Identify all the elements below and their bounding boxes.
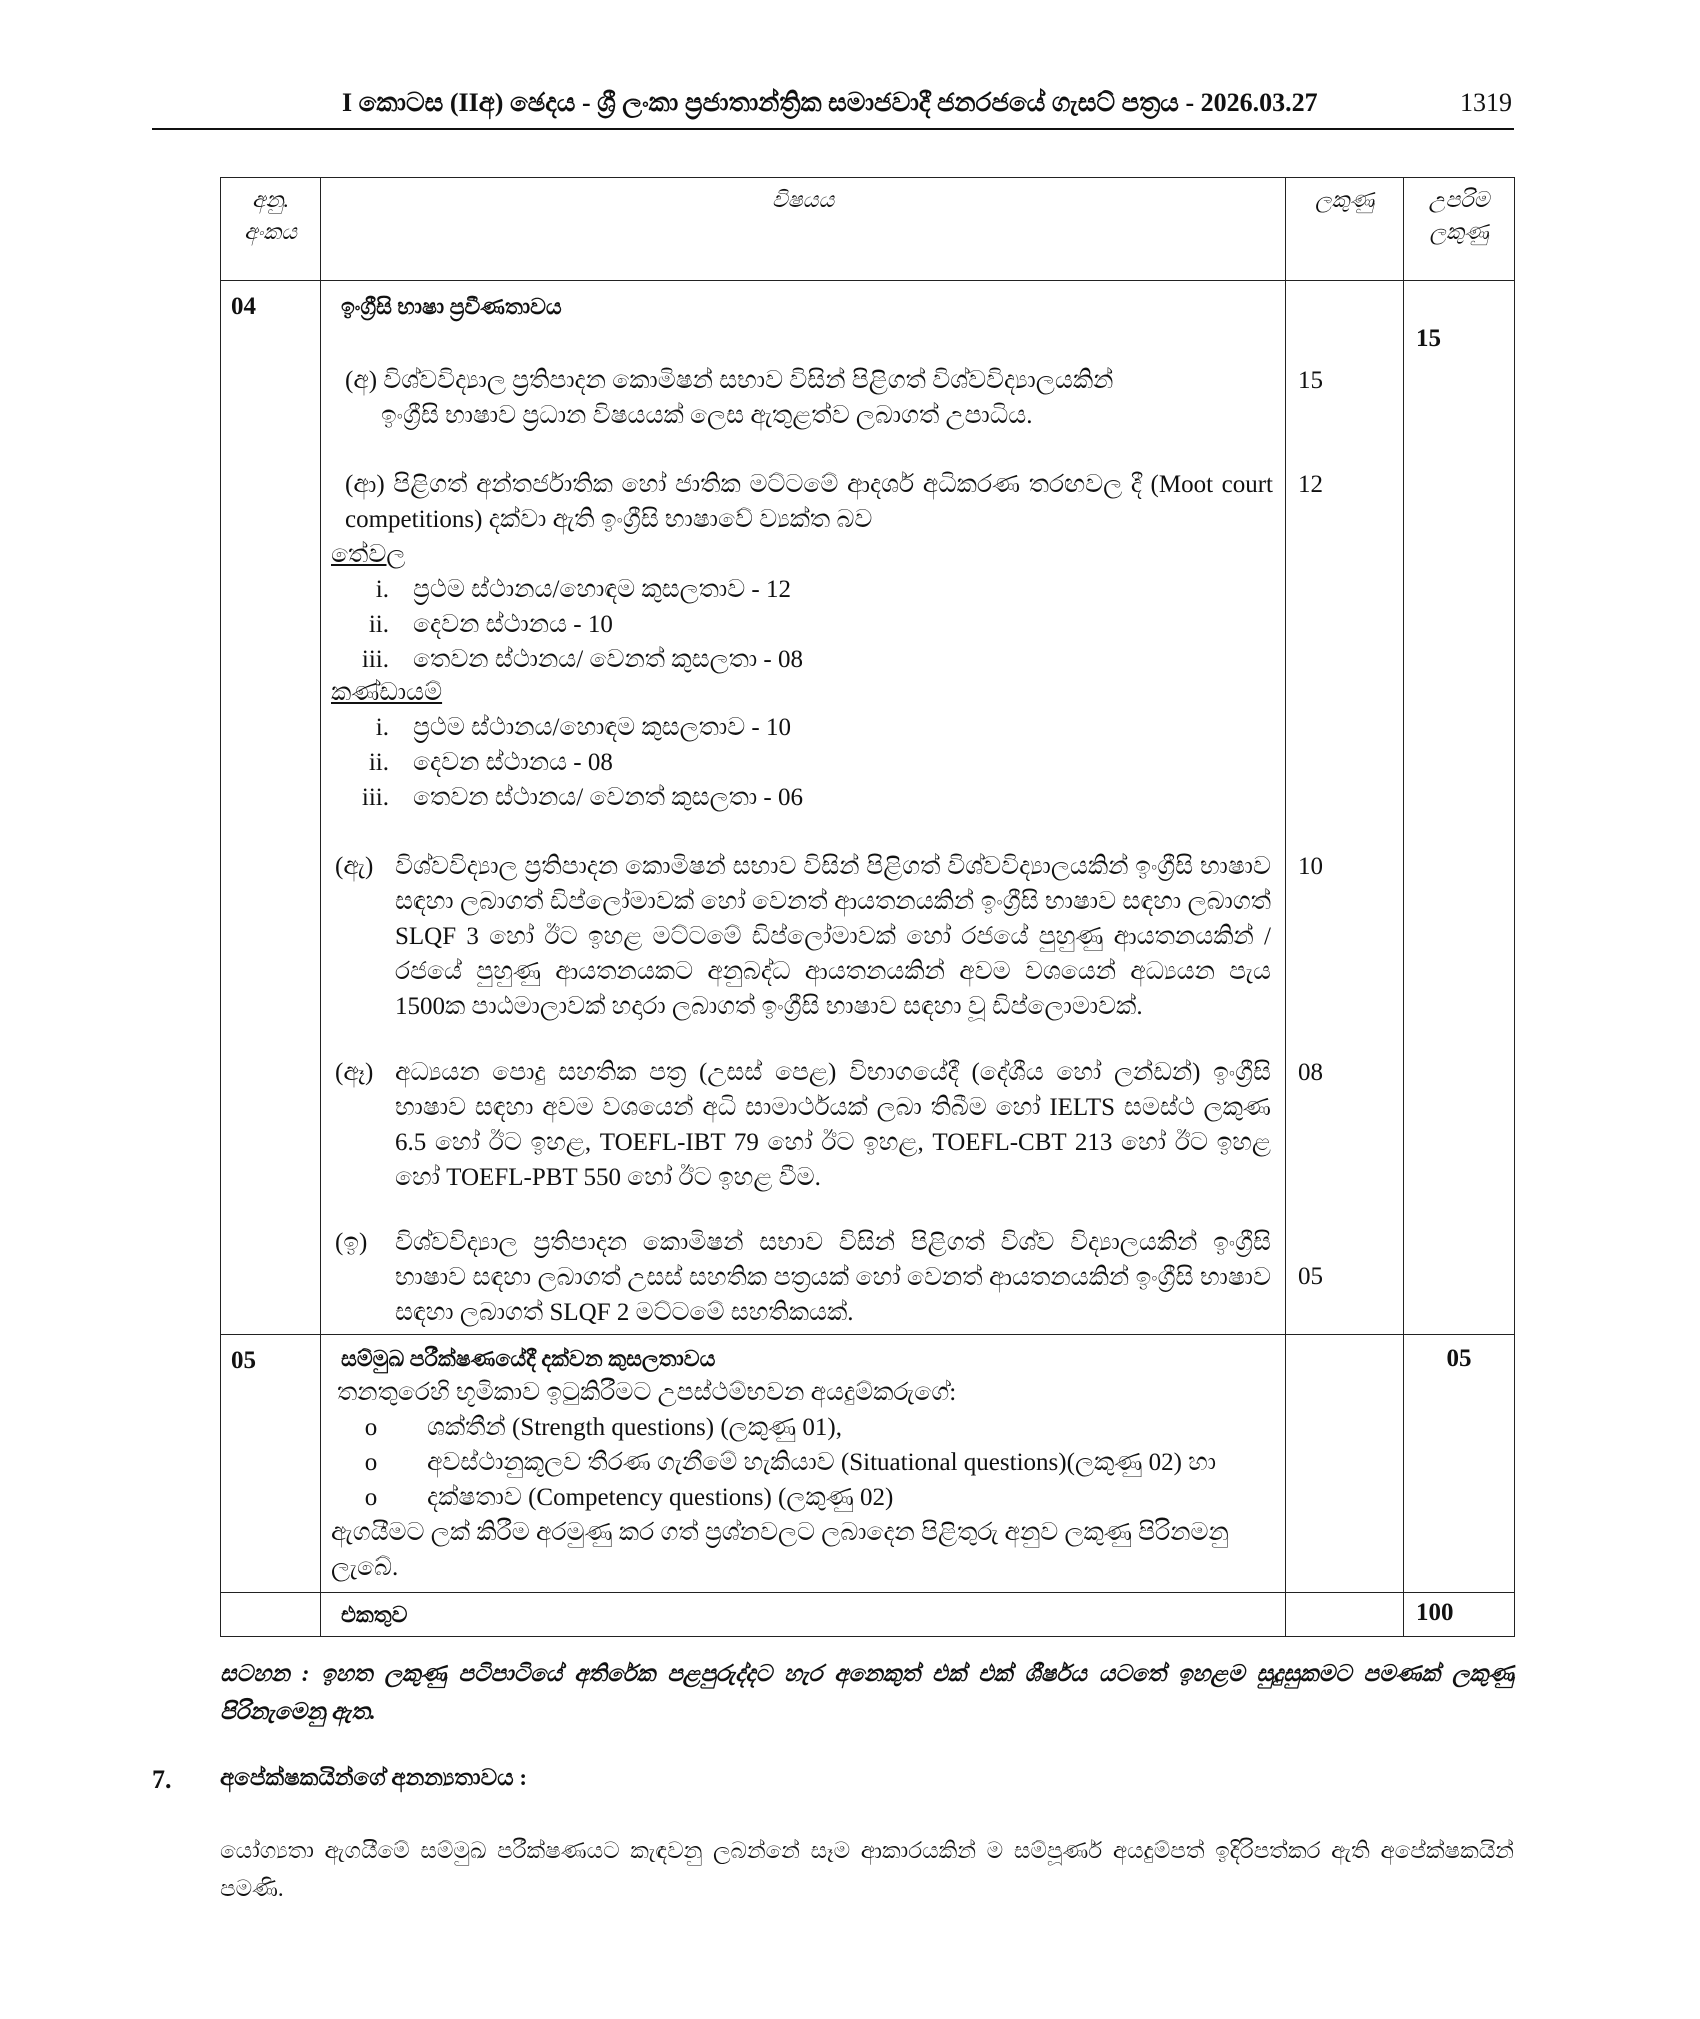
table-row-05 [221,1335,1515,1593]
section-body: යෝග්‍යතා ඇගයීමේ සම්මුඛ පරීක්ෂණයට කැඳවනු ලබන්නේ සෑම ආකාරයකින් ම සම්පූර්ණ අයදුම්පත් ඉදිරිපත්කර ඇති අපේක්ෂකයින් පමණි. [220,1838,1514,1901]
marks-i: 05 [1298,1263,1323,1290]
item-i: විශ්වවිද්‍යාල ප්‍රතිපාදන කොමිෂන් සභාව විසින් පිළිගත් විශ්ව විද්‍යාලයකින් ඉංග්‍රීසි භාෂාව සඳහා ලබාගත් උසස් සහතික පත්‍රයක් හෝ වෙනත් ආයතනයකින් ඉංග්‍රීසි භාෂාව සඳහා ලබාගත් SLQF 2 මට්ටමේ සහතිකයක්. [395,1229,1271,1326]
section-title: සම්මුඛ පරීක්ෂණයේදී දක්වන කුසලතාවය [341,1346,716,1371]
marks-ae: 10 [1298,853,1323,880]
marks-cell-english [1286,281,1404,1335]
interview-closing: ඇගයීමට ලක් කිරීම අරමුණු කර ගත් ප්‍රශ්නවලට ලබාදෙන පිළිතුරු අනුව ලකුණු පිරිනමනු ලැබේ. [331,1519,1229,1581]
table-row-04 [221,281,1515,1335]
marks-cell-interview [1286,1335,1404,1593]
total-value: 100 [1404,1593,1515,1637]
page-number: 1319 [1460,88,1512,117]
item-aa: (ආ) පිළිගත් අන්තර්ජාතික හෝ ජාතික මට්ටමේ ආදර්ශ අධිකරණ තරඟවල දී (Moot court competitions) දක්වා ඇති ඉංග්‍රීසි භාෂාවේ ව්‍යක්ත බව [345,471,1273,533]
group-label: කණ්ඩායම් [331,679,443,706]
item-aee-label: (ඈ) [335,1059,374,1086]
gazette-title: I කොටස (IIඅ) ඡෙදය - ශ්‍රී ලංකා ප්‍රජාතාන්ත්‍රික සමාජවාදී ජනරජයේ ගැසට් පත්‍රය - 2026.03.27 [342,88,1318,117]
header-max-marks: උපරිම ලකුණු [1404,178,1515,281]
item-ae-label: (ඇ) [335,853,374,880]
header-rule [152,128,1514,130]
item-a: (අ) විශ්වවිද්‍යාල ප්‍රතිපාදන කොමිෂන් සභාව විසින් පිළිගත් විශ්වවිද්‍යාලයකින් ඉංග්‍රීසි භාෂාව ප්‍රධාන විෂයයක් ලෙස ඇතුළත්ව ලබාගත් උපාධිය. [345,367,1114,429]
list-item: i. ප්‍රථම ස්ථානය/හොඳම කුසලතාව - 10 [375,714,791,741]
item-ae: විශ්වවිද්‍යාල ප්‍රතිපාදන කොමිෂන් සභාව විසින් පිළිගත් විශ්වවිද්‍යාලයකින් ඉංග්‍රීසි භාෂාව සඳහා ලබාගත් ඩිප්ලෝමාවක් හෝ වෙනත් ආයතනයකින් ඉංග්‍රීසි භාෂාව සඳහා ලබාගත් SLQF 3 හෝ ඊට ඉහළ මට්ටමේ ඩිප්ලෝමාවක් හෝ රජයේ පුහුණු ආයතනයකින් / රජයේ පුහුණු ආයතනයකට අනුබද්ධ ආයතනයකින් අවම වශයෙන් අධ්‍යයන පැය 1500ක පාඨමාලාවක් හදාරා ලබාගත් ඉංග්‍රීසි භාෂාව සඳහා වූ ඩිප්ලොමාවක්. [395,853,1271,1020]
section-title: අපේක්ෂකයින්ගේ අනන්‍යතාවය : [220,1765,528,1790]
section-title: ඉංග්‍රීසි භාෂා ප්‍රවීණතාවය [341,294,562,319]
marks-a: 15 [1298,367,1323,394]
list-item: iii. තෙවන ස්ථානය/ වෙනත් කුසලතා - 08 [361,646,803,673]
header-subject: විෂයය [321,178,1286,281]
list-item: ii. දෙවන ස්ථානය - 10 [368,611,613,638]
list-item: i. ප්‍රථම ස්ථානය/හොඳම කුසලතාව - 12 [375,576,791,603]
interview-criteria-list [341,1410,1271,1515]
max-marks-value: 15 [1416,325,1441,352]
max-marks-value: 05 [1404,1335,1515,1593]
table-header-row [221,178,1515,281]
item-aee: අධ්‍යයන පොදු සහතික පත්‍ර (උසස් පෙළ) විභාගයේදී (දේශීය හෝ ලන්ඩන්) ඉංග්‍රීසි භාෂාව සඳහා අවම වශයෙන් අධි සාමාර්ථයක් ලබා තිබීම හෝ IELTS සමස්ථ ලකුණ 6.5 හෝ ඊට ඉහළ, TOEFL-IBT 79 හෝ ඊට ඉහළ, TOEFL-CBT 213 හෝ ඊට ඉහළ හෝ TOEFL-PBT 550 හෝ ඊට ඉහළ වීම. [395,1059,1271,1191]
section-number: 7. [152,1765,172,1794]
total-label: එකතුව [321,1593,1286,1637]
subject-cell-english [321,281,1286,1335]
individual-label: තේවල [331,541,406,568]
group-list [331,710,1231,815]
marks-aa: 12 [1298,471,1323,498]
list-item: o අවස්ථානුකූලව තීරණ ගැනීමේ හැකියාව (Situational questions)(ලකුණු 02) හා [364,1449,1217,1476]
header-serial-number: අනු. අංකය [221,178,321,281]
list-item: o දක්ෂතාව (Competency questions) (ලකුණු 02) [364,1484,894,1511]
marking-scheme-table [220,177,1515,1637]
table-row-total [221,1593,1515,1637]
list-item: iii. තෙවන ස්ථානය/ වෙනත් කුසලතා - 06 [361,784,803,811]
note-paragraph: සටහන : ඉහත ලකුණු පටිපාටියේ අතිරේක පළපුරුද්දට හැර අනෙකුත් එක් එක් ශීර්ෂය යටතේ ඉහළම සුදුසුකමට පමණක් ලකුණු පිරිනැමෙනු ඇත. [220,1661,1514,1724]
marks-aee: 08 [1298,1059,1323,1086]
list-item: ii. දෙවන ස්ථානය - 08 [368,749,613,776]
row-number: 04 [221,281,321,1335]
total-empty-cell [221,1593,321,1637]
list-item: o ශක්තීන් (Strength questions) (ලකුණු 01), [364,1414,842,1441]
individual-list [331,572,1231,677]
max-marks-cell-english [1404,281,1515,1335]
header-marks: ලකුණු [1286,178,1404,281]
page-header [152,88,1512,132]
total-marks-empty-cell [1286,1593,1404,1637]
subject-cell-interview [321,1335,1286,1593]
row-number: 05 [221,1335,321,1593]
interview-intro: තනතුරෙහි භූමිකාව ඉටුකිරීමට උපස්ථම්භවන අයදුම්කරුගේ: [337,1379,957,1406]
item-i-label: (ඉ) [335,1229,368,1256]
